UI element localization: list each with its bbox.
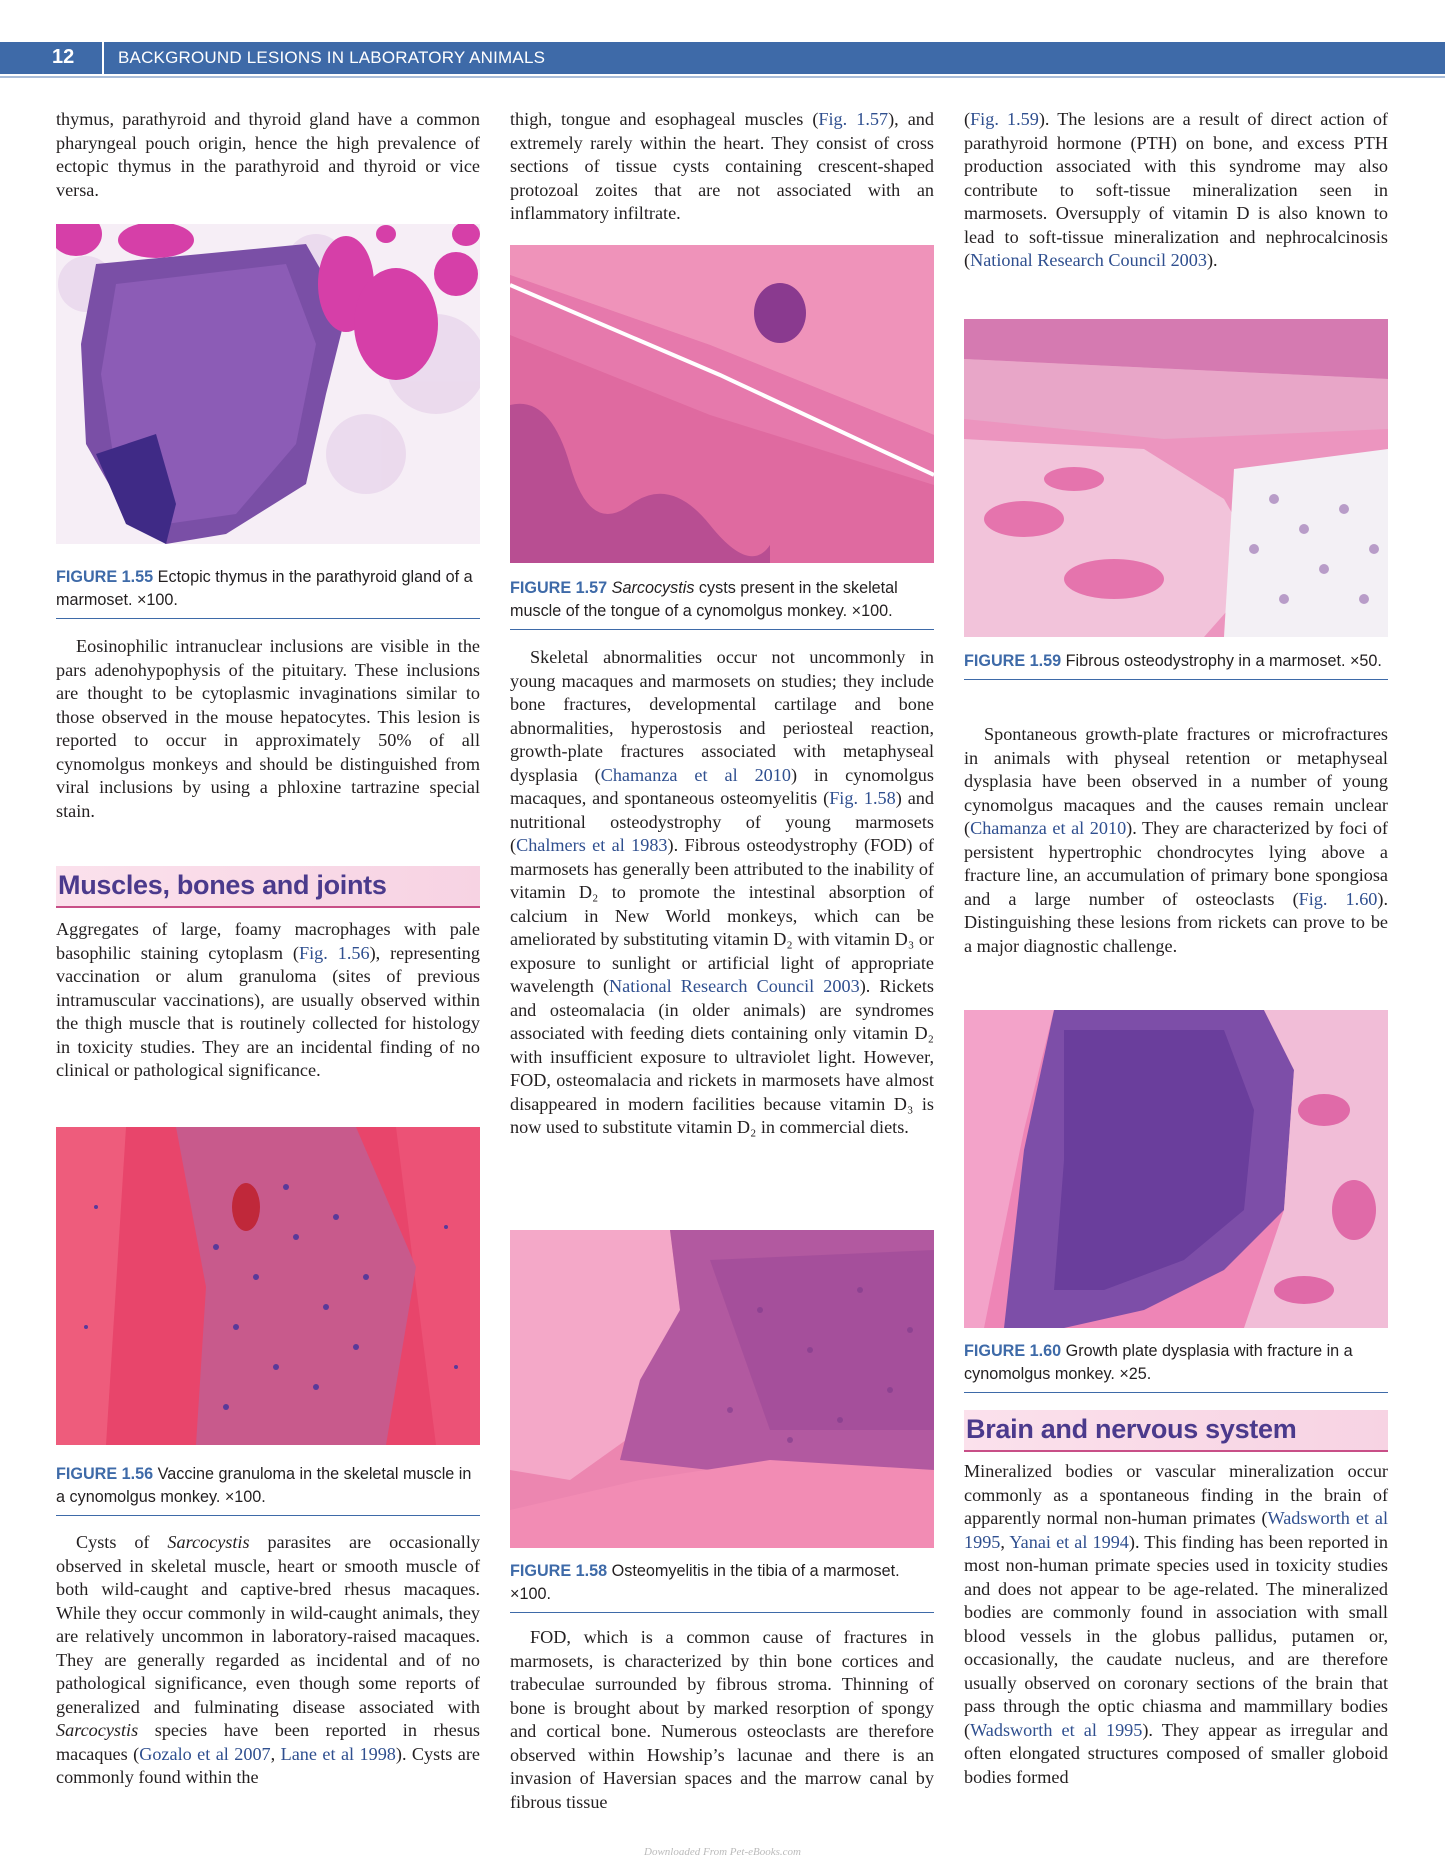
caption-text: Fibrous osteodystrophy in a marmoset. ×50. [1065, 652, 1382, 670]
figure-label: FIGURE 1.60 [964, 1342, 1062, 1360]
text-run: ). They are characterized by foci of persistent hypertrophic chondrocytes lying above a fracture line, an accumulation of primary bone spongiosa and a large number of osteoclasts ( [964, 818, 1388, 909]
paragraph: FOD, which is a common cause of fractures in marmosets, is characterized by thin bone cortices and trabeculae surrounded by fibrous stroma. Thinning of bone is brought about by marked resorption of spongy and cortical bone. Numerous osteoclasts are therefore observed within Howship’s lacunae and there is an invasion of Haversian spaces and the marrow canal by fibrous tissue [510, 1627, 934, 1812]
figure-1-59-image [964, 319, 1388, 637]
figure-1-57-image [510, 245, 934, 563]
figure-1-55-caption [56, 566, 480, 619]
citation-link[interactable]: Wadsworth et al 1995 [970, 1719, 1143, 1740]
text-run: ). Rickets and osteomalacia (in older animals) are syndromes associated with feeding diets containing only vitamin D₂ with insufficient exposure to ultraviolet light. However, FOD, osteomalacia and rickets in marmosets have almost disappeared in modern facilities because vitamin D₃ is now used to substitute vitamin D₂ in commercial diets. [510, 976, 934, 1137]
col3-paragraph-3 [964, 1460, 1388, 1789]
figure-reference-link[interactable]: Fig. 1.57 [818, 109, 889, 129]
text-run: Spontaneous growth-plate fractures or microfractures in animals with physeal retention or metaphyseal dysplasia have been observed in a number of young cynomolgus macaques and the causes remain unclear ( [964, 724, 1388, 838]
citation-link[interactable]: Chamanza et al 2010 [600, 764, 791, 785]
figure-label: FIGURE 1.59 [964, 652, 1062, 670]
text-run: parasites are occasionally observed in skeletal muscle, heart or smooth muscle of both wild-caught and captive-bred rhesus macaques. While they occur commonly in wild-caught animals, they are relatively uncommon in laboratory-raised macaques. They are generally regarded as incidental and of no pathological significance, even though some reports of generalized and fulminating disease associated with [56, 1532, 480, 1717]
figure-reference-link[interactable]: Fig. 1.56 [298, 942, 370, 963]
col1-paragraph-1 [56, 108, 480, 202]
text-run: ). This finding has been reported in most non-human primate species used in toxicity studies and does not appear to be age-related. The mineralized bodies are commonly found in association with small blood vessels in the globus pallidus, putamen or, occasionally, the caudate nucleus, and are therefore usually observed on coronary sections of the brain that pass through the optic chiasma and mammillary bodies ( [964, 1531, 1388, 1740]
citation-link[interactable]: National Research Council 2003 [970, 250, 1207, 270]
text-run: Aggregates of large, foamy macrophages with pale basophilic staining cytoplasm ( [56, 919, 480, 963]
text-run: species have been reported in rhesus macaques ( [56, 1720, 480, 1764]
figure-1-58-image [510, 1230, 934, 1548]
text-run: ). They appear as irregular and often elongated structures composed of smaller globoid bodies formed [964, 1719, 1388, 1787]
text-run: ) in cynomolgus macaques, and spontaneous osteomyelitis ( [510, 764, 934, 808]
figure-label: FIGURE 1.56 [56, 1465, 154, 1483]
text-run: thigh, tongue and esophageal muscles ( [510, 109, 819, 129]
figure-label: FIGURE 1.58 [510, 1562, 608, 1580]
section-title: Brain and nervous system [966, 1414, 1297, 1444]
section-title: Muscles, bones and joints [58, 870, 387, 900]
text-run: Cysts of [76, 1532, 168, 1552]
col2-paragraph-1 [510, 108, 934, 226]
text-run: ) and nutritional osteodystrophy of young marmosets ( [510, 788, 934, 855]
text-run: ( [964, 109, 971, 129]
text-run: ). Cysts are commonly found within the [56, 1743, 480, 1787]
figure-reference-link[interactable]: Fig. 1.58 [829, 788, 896, 808]
text-run: ). Fibrous osteodystrophy (FOD) of marmosets has generally been attributed to the inability of vitamin D₂ to promote the intestinal absorption of calcium in New World monkeys, which can be ameliorated by substituting vitamin D₂ with vitamin D₃ or exposure to sunlight or artificial light of appropriate wavelength ( [510, 835, 934, 996]
figure-1-56-caption [56, 1463, 480, 1516]
text-run: ). Distinguishing these lesions from rickets can prove to be a major diagnostic challenge. [964, 888, 1388, 956]
citation-link[interactable]: Chalmers et al 1983 [516, 835, 668, 855]
caption-text: Growth plate dysplasia with fracture in a cynomolgus monkey. ×25. [964, 1342, 1353, 1383]
text-run: ), representing vaccination or alum granuloma (sites of previous intramuscular vaccinations), are usually observed within the thigh muscle that is routinely collected for histology in toxicity studies. They are an incidental finding of no clinical or pathological significance. [56, 942, 480, 1080]
caption-text: cysts present in the skeletal muscle of the tongue of a cynomolgus monkey. ×100. [510, 579, 898, 620]
running-title: BACKGROUND LESIONS IN LABORATORY ANIMALS [118, 48, 546, 67]
text-run: , [1000, 1531, 1010, 1552]
figure-1-55-image [56, 224, 480, 544]
italic-term: Sarcocystis [56, 1720, 139, 1740]
citation-link[interactable]: Yanai et al 1994 [1009, 1531, 1129, 1552]
section-heading-brain [964, 1410, 1388, 1452]
citation-link[interactable]: Wadsworth et al 1995 [964, 1508, 1389, 1552]
col3-paragraph-2 [964, 723, 1388, 958]
figure-1-57-caption [510, 577, 934, 630]
paragraph: thymus, parathyroid and thyroid gland have a common pharyngeal pouch origin, hence the high prevalence of ectopic thymus in the parathyroid and thyroid or vice versa. [56, 109, 480, 200]
page-number: 12 [52, 46, 75, 68]
figure-label: FIGURE 1.55 [56, 568, 154, 586]
paragraph: Eosinophilic intranuclear inclusions are visible in the pars adenohypophysis of the pituitary. These inclusions are thought to be cytoplasmic invaginations similar to those observed in the mouse hepatocytes. This lesion is reported to occur in approximately 50% of all cynomolgus monkeys and should be distinguished from viral inclusions by using a phloxine tartrazine special stain. [56, 636, 480, 821]
text-run: ), and extremely rarely within the heart. They consist of cross sections of tissue cysts containing crescent-shaped protozoal zoites that are not associated with an inflammatory infiltrate. [510, 109, 934, 223]
col2-paragraph-2 [510, 646, 934, 1140]
citation-link[interactable]: Chamanza et al 2010 [970, 818, 1127, 838]
header-rule [0, 76, 1445, 78]
italic-term: Sarcocystis [167, 1532, 250, 1552]
figure-reference-link[interactable]: Fig. 1.59 [970, 109, 1039, 129]
caption-text: Ectopic thymus in the parathyroid gland of a marmoset. ×100. [56, 568, 473, 609]
text-run: ). [1206, 250, 1218, 270]
text-run: , [270, 1743, 281, 1764]
citation-link[interactable]: Lane et al 1998 [280, 1743, 396, 1764]
citation-link[interactable]: Gozalo et al 2007 [139, 1743, 271, 1764]
text-run: Mineralized bodies or vascular mineralization occur commonly as a spontaneous finding in the brain of apparently normal non-human primates ( [964, 1461, 1388, 1528]
col2-paragraph-3 [510, 1626, 934, 1814]
caption-text: Osteomyelitis in the tibia of a marmoset. ×100. [510, 1562, 900, 1603]
figure-1-60-caption [964, 1340, 1388, 1393]
text-run: ). The lesions are a result of direct action of parathyroid hormone (PTH) on bone, and excess PTH production associated with this syndrome may also contribute to soft-tissue mineralization seen in marmosets. Oversupply of vitamin D is also known to lead to soft-tissue mineralization and nephrocalcinosis ( [964, 109, 1388, 270]
figure-1-56-image [56, 1127, 480, 1445]
figure-1-58-caption [510, 1560, 934, 1613]
running-header [0, 42, 1445, 74]
col3-paragraph-1 [964, 108, 1388, 273]
col1-paragraph-2 [56, 635, 480, 823]
figure-label: FIGURE 1.57 [510, 579, 608, 597]
text-run: Skeletal abnormalities occur not uncommonly in young macaques and marmosets on studies; they include bone fractures, developmental cartilage and bone abnormalities, hyperostosis and periosteal reaction, growth-plate fractures associated with metaphyseal dysplasia ( [510, 647, 934, 785]
citation-link[interactable]: National Research Council 2003 [609, 976, 860, 996]
col1-paragraph-3 [56, 918, 480, 1083]
header-divider [102, 42, 104, 74]
italic-term: Sarcocystis [611, 579, 695, 597]
figure-reference-link[interactable]: Fig. 1.60 [1298, 888, 1378, 909]
caption-text: Vaccine granuloma in the skeletal muscle in a cynomolgus monkey. ×100. [56, 1465, 472, 1506]
section-heading-muscles [56, 866, 480, 908]
col1-paragraph-4 [56, 1531, 480, 1790]
figure-1-60-image [964, 1010, 1388, 1328]
download-footer: Downloaded From Pet-eBooks.com [644, 1846, 801, 1858]
figure-1-59-caption [964, 650, 1388, 680]
